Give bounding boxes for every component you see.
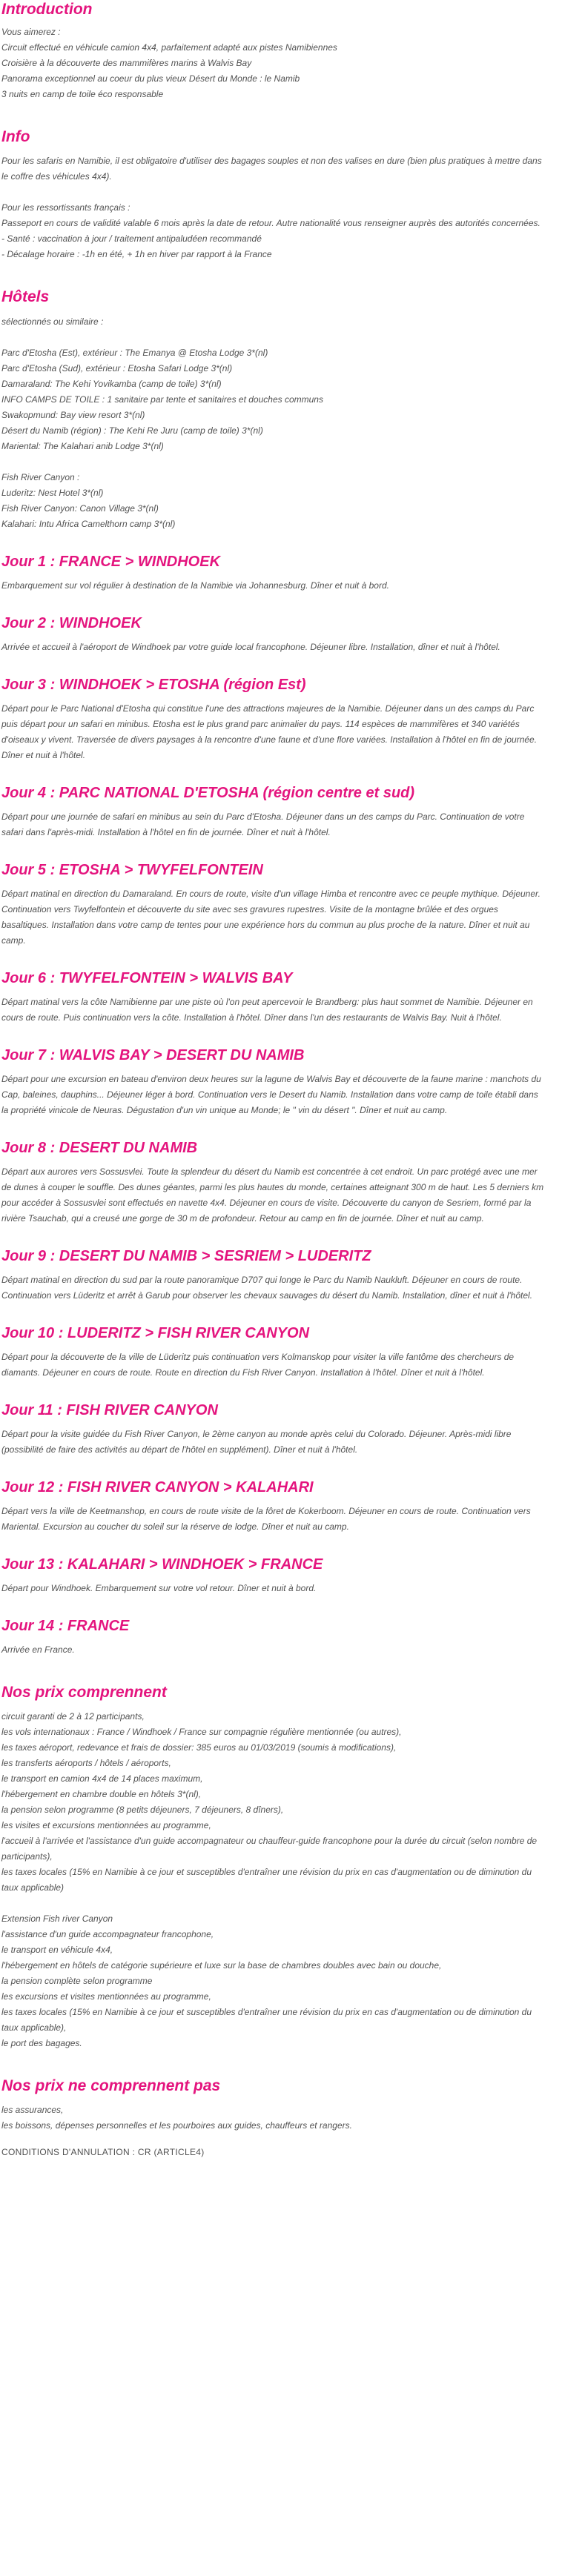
price-excludes-title: Nos prix ne comprennent pas [1, 2077, 221, 2094]
price-includes-extension-list [1, 1911, 547, 2051]
hotel-line: Kalahari: Intu Africa Camelthorn camp 3*(nl) [1, 518, 176, 529]
day-title: Jour 14 : FRANCE [1, 1617, 130, 1634]
day-text: Départ pour le Parc National d'Etosha qui constitue l'une des attractions majeures de la Namibie. Déjeuner dans un des camps du Parc puis départ pour un safari en minibus. Etosha est le plus grand parc animalier du pays. 114 espèces de mammifères et 340 variétés d'oiseaux y vivent. Traversée de divers paysages à la rencontre d'une faune et d'une flore variées. Installation à l'hôtel en fin de journée. Dîner et nuit à l'hôtel. [1, 703, 538, 760]
day-13 [1, 1556, 547, 1596]
hotel-line: Désert du Namib (région) : The Kehi Re Juru (camp de toile) 3*(nl) [1, 425, 263, 436]
include-line: la pension selon programme (8 petits déjeuners, 7 déjeuners, 8 dîners), [1, 1804, 284, 1815]
day-title: Jour 12 : FISH RIVER CANYON > KALAHARI [1, 1478, 314, 1496]
hotels-section [1, 288, 547, 531]
intro-text [1, 24, 547, 102]
price-excludes-list [1, 2102, 547, 2134]
day-title: Jour 6 : TWYFELFONTEIN > WALVIS BAY [1, 969, 293, 986]
include-line: l'assistance d'un guide accompagnateur francophone, [1, 1928, 214, 1939]
include-line: les excursions et visites mentionnées au programme, [1, 1991, 211, 2002]
day-12 [1, 1478, 547, 1535]
hotels-list-extension [1, 470, 547, 532]
day-text: Départ pour Windhoek. Embarquement sur votre vol retour. Dîner et nuit à bord. [1, 1582, 317, 1593]
day-title: Jour 8 : DESERT DU NAMIB [1, 1139, 198, 1156]
day-1 [1, 553, 547, 594]
hotel-line: Parc d'Etosha (Est), extérieur : The Emanya @ Etosha Lodge 3*(nl) [1, 347, 268, 358]
day-title: Jour 10 : LUDERITZ > FISH RIVER CANYON [1, 1324, 310, 1341]
day-text: Départ matinal en direction du Damaraland. En cours de route, visite d'un village Himba et rencontre avec ce peuple mythique. Déjeuner. Continuation vers Twyfelfontein et découverte du site avec ses gravures rupestres. Visite de la montagne brûlée et des orgues basaltiques. Installation dans votre camp de tentes pour une expérience hors du commun au plus proche de la nature. Dîner et nuit au camp. [1, 888, 540, 946]
intro-title: Introduction [1, 1, 93, 18]
include-line: l'hébergement en chambre double en hôtels 3*(nl), [1, 1788, 202, 1799]
exclude-line: les assurances, [1, 2104, 64, 2115]
day-3 [1, 676, 547, 763]
day-text: Arrivée et accueil à l'aéroport de Windhoek par votre guide local francophone. Déjeuner libre. Installation, dîner et nuit à l'hôtel. [1, 641, 500, 652]
info-line: - Santé : vaccination à jour / traitement antipaludéen recommandé [1, 233, 262, 245]
include-line: l'accueil à l'arrivée et l'assistance d'un guide accompagnateur ou chauffeur-guide francophone pour la durée du circuit (selon nombre de participants), [1, 1835, 538, 1862]
day-title: Jour 7 : WALVIS BAY > DESERT DU NAMIB [1, 1046, 305, 1063]
day-9 [1, 1247, 547, 1304]
day-8 [1, 1139, 547, 1226]
include-line: les transferts aéroports / hôtels / aéroports, [1, 1757, 171, 1768]
day-title: Jour 13 : KALAHARI > WINDHOEK > FRANCE [1, 1556, 323, 1573]
intro-line: Circuit effectué en véhicule camion 4x4, parfaitement adapté aux pistes Namibiennes [1, 42, 337, 53]
hotels-intro: sélectionnés ou similaire : [1, 316, 104, 327]
hotel-line: INFO CAMPS DE TOILE : 1 sanitaire par tente et sanitaires et douches communs [1, 394, 323, 405]
hotel-line: Luderitz: Nest Hotel 3*(nl) [1, 487, 104, 498]
include-line: les vols internationaux : France / Windhoek / France sur compagnie régulière mentionnée (ou autres), [1, 1726, 402, 1737]
include-line: le port des bagages. [1, 2037, 82, 2048]
intro-line: Vous aimerez : [1, 27, 61, 38]
day-10 [1, 1324, 547, 1381]
info-baggage-text: Pour les safaris en Namibie, il est obligatoire d'utiliser des bagages souples et non des valises en dure (bien plus pratiques à mettre dans le coffre des véhicules 4x4). [1, 156, 542, 182]
info-details-text [1, 200, 547, 262]
day-text: Embarquement sur vol régulier à destination de la Namibie via Johannesburg. Dîner et nuit à bord. [1, 580, 389, 591]
info-section [1, 127, 547, 262]
day-5 [1, 861, 547, 949]
day-title: Jour 3 : WINDHOEK > ETOSHA (région Est) [1, 676, 306, 693]
exclude-line: les boissons, dépenses personnelles et les pourboires aux guides, chauffeurs et rangers. [1, 2119, 352, 2131]
intro-section [1, 0, 547, 102]
price-includes-section [1, 1683, 547, 2051]
day-11 [1, 1401, 547, 1458]
info-line: Passeport en cours de validité valable 6 mois après la date de retour. Autre nationalité vous renseigner auprès des autorités concernées. [1, 218, 540, 229]
day-text: Arrivée en France. [1, 1644, 75, 1655]
hotel-line: Mariental: The Kalahari anib Lodge 3*(nl) [1, 440, 164, 451]
price-includes-title: Nos prix comprennent [1, 1683, 167, 1701]
day-title: Jour 5 : ETOSHA > TWYFELFONTEIN [1, 861, 263, 878]
cancellation-conditions: CONDITIONS D'ANNULATION : CR (ARTICLE4) [1, 2146, 205, 2157]
hotel-line: Fish River Canyon: Canon Village 3*(nl) [1, 502, 159, 514]
include-line: les taxes locales (15% en Namibie à ce jour et susceptibles d'entraîner une révision du prix en cas d'augmentation ou de diminution du taux applicable), [1, 2006, 532, 2033]
day-14 [1, 1617, 547, 1658]
day-text: Départ aux aurores vers Sossusvlei. Toute la splendeur du désert du Namib est concentrée à cet endroit. Un parc protégé avec une mer de dunes à couper le souffle. Des dunes géantes, parmi les plus hautes du monde, certaines atteignant 300 m de haut. Les 5 derniers km pour accéder à Sossusvlei sont effectués en navette 4x4. Déjeuner en cours de visite. Découverte du canyon de Sesriem, formé par la rivière Tsauchab, qui a creusé une gorge de 30 m de profondeur. Retour au camp en fin de journée. Dîner et nuit au camp. [1, 1166, 544, 1224]
hotels-title: Hôtels [1, 288, 50, 306]
include-line: le transport en véhicule 4x4, [1, 1944, 113, 1955]
hotel-line: Parc d'Etosha (Sud), extérieur : Etosha Safari Lodge 3*(nl) [1, 362, 233, 374]
day-title: Jour 4 : PARC NATIONAL D'ETOSHA (région centre et sud) [1, 784, 415, 801]
day-4 [1, 784, 547, 840]
day-title: Jour 1 : FRANCE > WINDHOEK [1, 553, 221, 570]
info-line: Pour les ressortissants français : [1, 202, 130, 213]
include-line: la pension complète selon programme [1, 1975, 153, 1986]
price-excludes-section [1, 2077, 547, 2134]
day-7 [1, 1046, 547, 1118]
hotel-line: Damaraland: The Kehi Yovikamba (camp de toile) 3*(nl) [1, 378, 222, 389]
day-6 [1, 969, 547, 1026]
day-text: Départ pour la visite guidée du Fish River Canyon, le 2ème canyon au monde après celui du Colorado. Déjeuner. Après-midi libre (possibilité de faire des activités au départ de l'hôtel en supplément). Dîner et nuit à l'hôtel. [1, 1428, 512, 1455]
day-text: Départ pour une excursion en bateau d'environ deux heures sur la lagune de Walvis Bay et découverte de la faune marine : manchots du Cap, baleines, dauphins... Déjeuner léger à bord. Continuation vers le Desert du Namib. Installation dans votre camp de toile établi dans la propriété vinicole de Neuras. Dégustation d'un vin unique au Monde; le " vin du désert ". Dîner et nuit au camp. [1, 1073, 541, 1115]
include-line: les taxes locales (15% en Namibie à ce jour et susceptibles d'entraîner une révision du prix en cas d'augmentation ou de diminution du taux applicable) [1, 1866, 532, 1893]
include-line: les taxes aéroport, redevance et frais de dossier: 385 euros au 01/03/2019 (soumis à modifications), [1, 1742, 397, 1753]
day-title: Jour 2 : WINDHOEK [1, 614, 142, 631]
day-title: Jour 11 : FISH RIVER CANYON [1, 1401, 218, 1418]
day-text: Départ matinal vers la côte Namibienne par une piste où l'on peut apercevoir le Brandberg: plus haut sommet de Namibie. Déjeuner en cours de route. Puis continuation vers la côte. Installation à l'hôtel. Dîner dans l'un des restaurants de Walvis Bay. Nuit à l'hôtel. [1, 996, 533, 1023]
intro-line: Croisière à la découverte des mammifères marins à Walvis Bay [1, 58, 252, 69]
day-text: Départ matinal en direction du sud par la route panoramique D707 qui longe le Parc du Namib Naukluft. Déjeuner en cours de route. Continuation vers Lüderitz et arrêt à Garub pour observer les chevaux sauvages du désert du Namib. Installation, dîner et nuit à l'hôtel. [1, 1274, 533, 1301]
include-line: Extension Fish river Canyon [1, 1913, 113, 1924]
day-title: Jour 9 : DESERT DU NAMIB > SESRIEM > LUDERITZ [1, 1247, 371, 1264]
day-2 [1, 614, 547, 655]
intro-line: 3 nuits en camp de toile éco responsable [1, 89, 164, 100]
intro-line: Panorama exceptionnel au coeur du plus vieux Désert du Monde : le Namib [1, 73, 300, 84]
include-line: les visites et excursions mentionnées au programme, [1, 1819, 211, 1830]
info-line: - Décalage horaire : -1h en été, + 1h en hiver par rapport à la France [1, 249, 272, 260]
hotel-line: Swakopmund: Bay view resort 3*(nl) [1, 409, 145, 420]
include-line: l'hébergement en hôtels de catégorie supérieure et luxe sur la base de chambres doubles avec bain ou douche, [1, 1959, 442, 1971]
price-includes-list [1, 1709, 547, 1896]
hotel-line: Fish River Canyon : [1, 471, 80, 482]
day-text: Départ vers la ville de Keetmanshop, en cours de route visite de la fôret de Kokerboom. Déjeuner en cours de route. Continuation vers Mariental. Excursion au coucher du soleil sur la réserve de lodge. Dîner et nuit au camp. [1, 1505, 531, 1532]
include-line: le transport en camion 4x4 de 14 places maximum, [1, 1773, 203, 1784]
day-text: Départ pour une journée de safari en minibus au sein du Parc d'Etosha. Déjeuner dans un des camps du Parc. Continuation de votre safari dans l'après-midi. Installation à l'hôtel en fin de journée. Dîner et nuit à l'hôtel. [1, 811, 525, 837]
hotels-list-main [1, 345, 547, 454]
day-text: Départ pour la découverte de la ville de Lüderitz puis continuation vers Kolmanskop pour visiter la ville fantôme des chercheurs de diamants. Déjeuner en cours de route. Route en direction du Fish River Canyon. Installation à l'hôtel. Dîner et nuit à l'hôtel. [1, 1351, 515, 1378]
include-line: circuit garanti de 2 à 12 participants, [1, 1710, 145, 1722]
info-title: Info [1, 128, 30, 146]
